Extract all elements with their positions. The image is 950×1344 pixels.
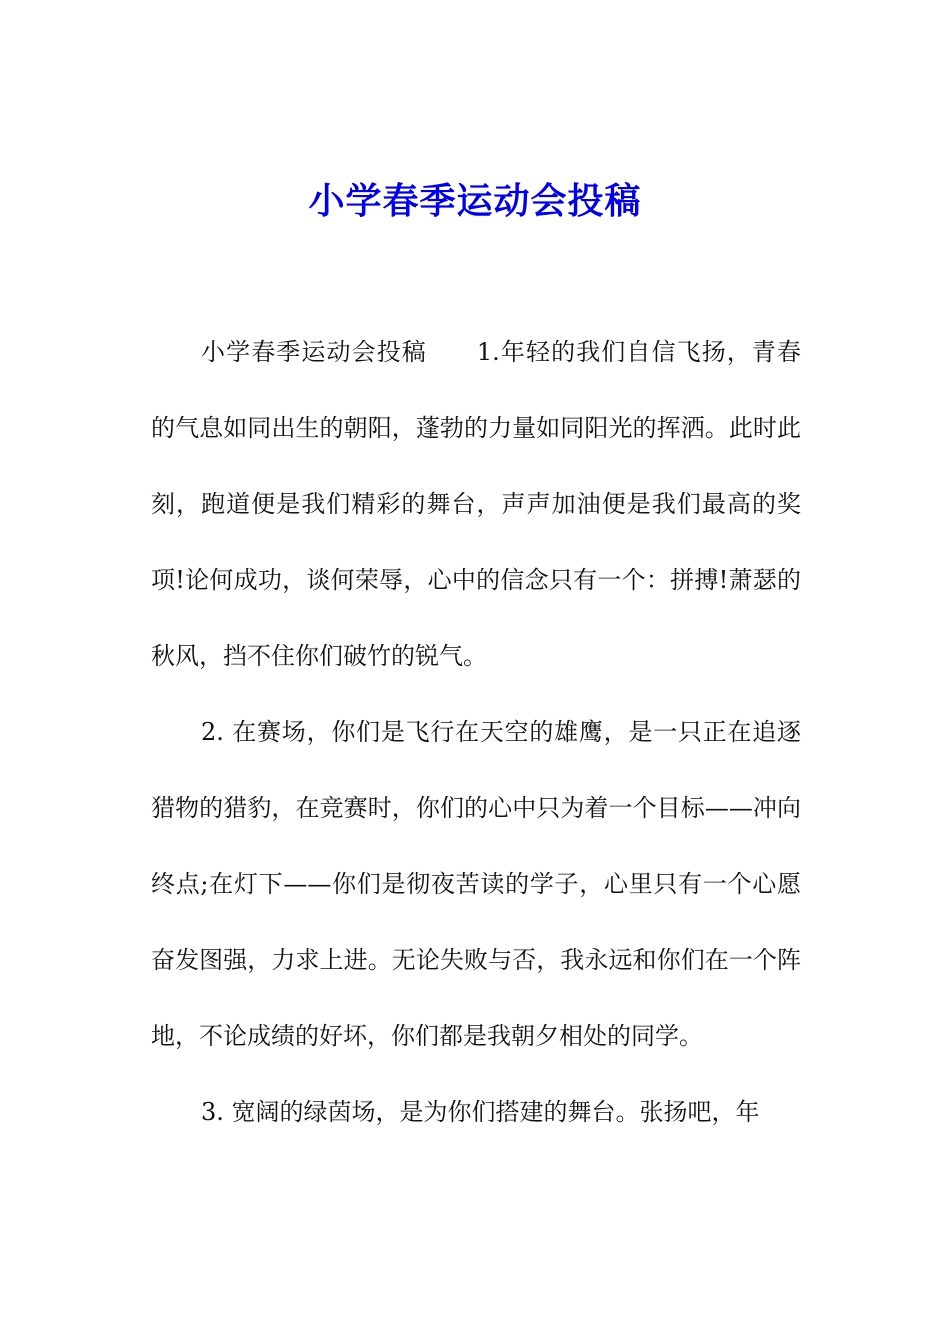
paragraph-3: 3. 宽阔的绿茵场，是为你们搭建的舞台。张扬吧，年 (201, 1098, 760, 1126)
document-body (151, 314, 801, 1150)
paragraph-1-text: 1.年轻的我们自信飞扬，青春的气息如同出生的朝阳，蓬勃的力量如同阳光的挥洒。此时此刻，跑道便是我们精彩的舞台，声声加油便是我们最高的奖项!论何成功，谈何荣辱，心中的信念只有一个：拼搏!萧瑟的秋风，挡不住你们破竹的锐气。 (151, 338, 802, 670)
paragraph-1 (151, 314, 801, 694)
document-title: 小学春季运动会投稿 (308, 181, 642, 222)
paragraph-1-lead: 小学春季运动会投稿 (201, 338, 427, 366)
paragraph-2: 2. 在赛场，你们是飞行在天空的雄鹰，是一只正在追逐猎物的猎豹，在竞赛时，你们的心中只为着一个目标——冲向终点;在灯下——你们是彻夜苦读的学子，心里只有一个心愿奋发图强，力求上进。无论失败与否，我永远和你们在一个阵地，不论成绩的好坏，你们都是我朝夕相处的同学。 (151, 718, 801, 1050)
